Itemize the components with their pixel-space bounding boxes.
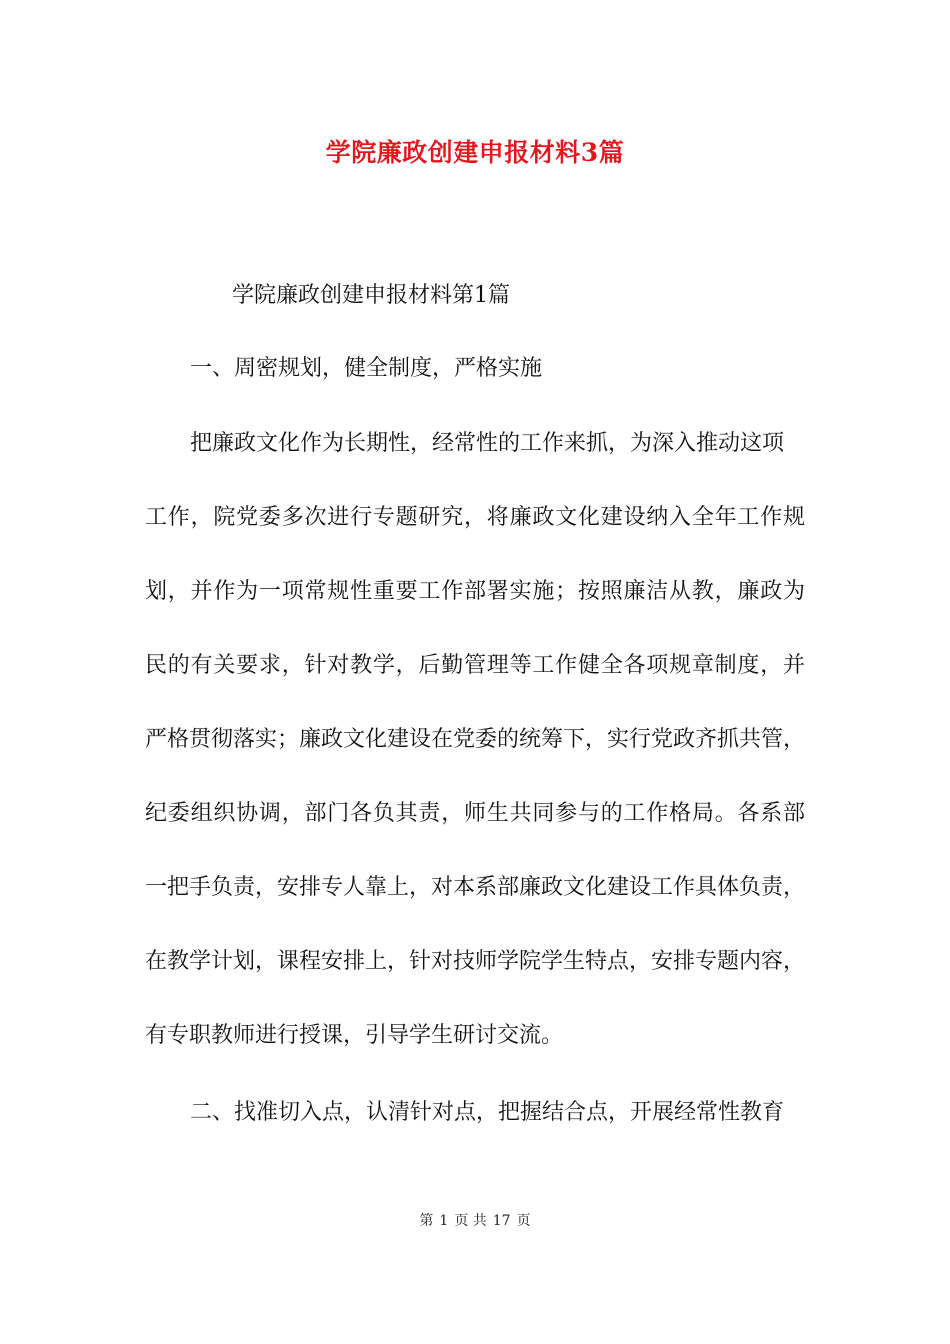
heading-1: 一、周密规划，健全制度，严格实施 [190, 356, 543, 381]
footer-page-number: 1 [439, 1213, 449, 1229]
heading-2: 二、找准切入点，认清针对点，把握结合点，开展经常性教育 [190, 1100, 785, 1125]
section-subtitle: 学院廉政创建申报材料第1篇 [232, 283, 510, 308]
paragraph-line: 把廉政文化作为长期性，经常性的工作来抓，为深入推动这项 [190, 431, 785, 456]
page-footer [0, 1210, 950, 1230]
footer-prefix: 第 [419, 1213, 434, 1229]
footer-middle: 页 共 [454, 1213, 487, 1229]
paragraph-line: 严格贯彻落实；廉政文化建设在党委的统筹下，实行党政齐抓共管， [145, 727, 806, 752]
footer-suffix: 页 [516, 1213, 531, 1229]
paragraph-line: 纪委组织协调，部门各负其责，师生共同参与的工作格局。各系部 [145, 801, 805, 826]
paragraph-line: 一把手负责，安排专人靠上，对本系部廉政文化建设工作具体负责， [145, 875, 806, 900]
document-title: 学院廉政创建申报材料3篇 [325, 138, 625, 167]
paragraph-line: 工作，院党委多次进行专题研究，将廉政文化建设纳入全年工作规 [145, 505, 805, 530]
paragraph-line: 民的有关要求，针对教学，后勤管理等工作健全各项规章制度，并 [145, 653, 805, 678]
paragraph-line: 有专职教师进行授课，引导学生研讨交流。 [145, 1023, 564, 1048]
footer-total-pages: 17 [492, 1213, 511, 1229]
paragraph-line: 在教学计划，课程安排上，针对技师学院学生特点，安排专题内容， [145, 949, 806, 974]
paragraph-line: 划，并作为一项常规性重要工作部署实施；按照廉洁从教，廉政为 [145, 579, 805, 604]
